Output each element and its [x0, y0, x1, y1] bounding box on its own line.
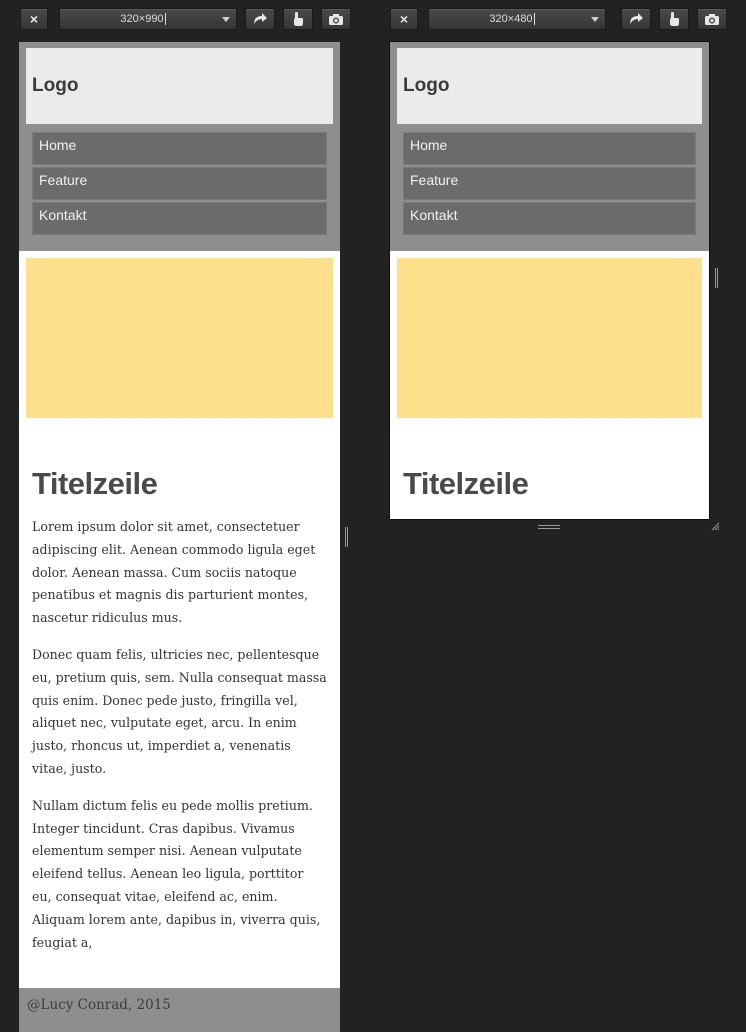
touch-icon — [291, 11, 305, 27]
close-button[interactable] — [20, 8, 48, 30]
resize-handle-vertical[interactable] — [538, 525, 560, 529]
close-icon: × — [399, 11, 409, 27]
resize-handle-horizontal[interactable] — [715, 268, 718, 288]
size-value: 320×480 — [489, 13, 533, 25]
touch-button[interactable] — [283, 8, 313, 30]
size-select[interactable] — [428, 8, 606, 30]
site-nav — [26, 124, 333, 235]
device-frame-320x990 — [19, 42, 340, 1032]
text-cursor — [165, 13, 166, 25]
hero-image-placeholder — [26, 258, 333, 418]
rotate-icon — [628, 12, 644, 26]
body-paragraph: Nullam dictum felis eu pede mollis pretium. Integer tincidunt. Cras dapibus. Vivamus elementum semper nisi. Aenean vulputate eleifend tellus. Aenean leo ligula, porttitor eu, consequat vitae, eleifend ac, enim. Aliquam lorem ante, dapibus in, viverra quis, feugiat a, — [32, 797, 321, 950]
size-select[interactable] — [59, 8, 237, 30]
chevron-down-icon — [222, 17, 230, 22]
size-value: 320×990 — [120, 13, 164, 25]
nav-item-home[interactable]: Home — [403, 132, 696, 165]
chevron-down-icon — [591, 17, 599, 22]
screenshot-button[interactable] — [321, 8, 351, 30]
nav-item-feature[interactable]: Feature — [32, 167, 327, 200]
nav-item-kontakt[interactable]: Kontakt — [32, 202, 327, 235]
close-icon: × — [29, 11, 39, 27]
resize-handle-horizontal[interactable] — [345, 527, 348, 547]
rotate-button[interactable] — [245, 8, 275, 30]
camera-icon — [704, 13, 720, 26]
body-paragraph: Donec quam felis, ultricies nec, pellentesque eu, pretium quis, sem. Nulla consequat massa quis enim. Donec pede justo, fringilla vel, aliquet nec, vulputate eget, arcu. In enim justo, rhoncus ut, imperdiet a, venenatis vitae, justo. — [32, 646, 327, 776]
logo[interactable]: Logo — [26, 48, 333, 124]
site-footer: @Lucy Conrad, 2015 — [19, 988, 340, 1032]
close-button[interactable] — [390, 8, 418, 30]
device-frame-320x480 — [389, 41, 710, 520]
body-paragraph: Lorem ipsum dolor sit amet, consectetuer adipiscing elit. Aenean commodo ligula eget dolor. Aenean massa. Cum sociis natoque penatibus et magnis dis parturient montes, nascetur ridiculus mus. — [32, 519, 316, 626]
site-header — [19, 42, 340, 251]
hero-image-placeholder — [397, 258, 702, 418]
logo[interactable]: Logo — [397, 48, 702, 124]
touch-icon — [667, 11, 681, 27]
text-cursor — [534, 13, 535, 25]
rotate-icon — [252, 12, 268, 26]
site-header — [390, 42, 709, 251]
nav-item-kontakt[interactable]: Kontakt — [403, 202, 696, 235]
nav-item-home[interactable]: Home — [32, 132, 327, 165]
resize-corner-icon[interactable] — [710, 521, 720, 531]
page-title: Titelzeile — [32, 466, 158, 501]
page-title: Titelzeile — [403, 466, 529, 501]
site-nav — [397, 124, 702, 235]
rotate-button[interactable] — [621, 8, 651, 30]
camera-icon — [328, 13, 344, 26]
screenshot-button[interactable] — [697, 8, 727, 30]
nav-item-feature[interactable]: Feature — [403, 167, 696, 200]
touch-button[interactable] — [659, 8, 689, 30]
